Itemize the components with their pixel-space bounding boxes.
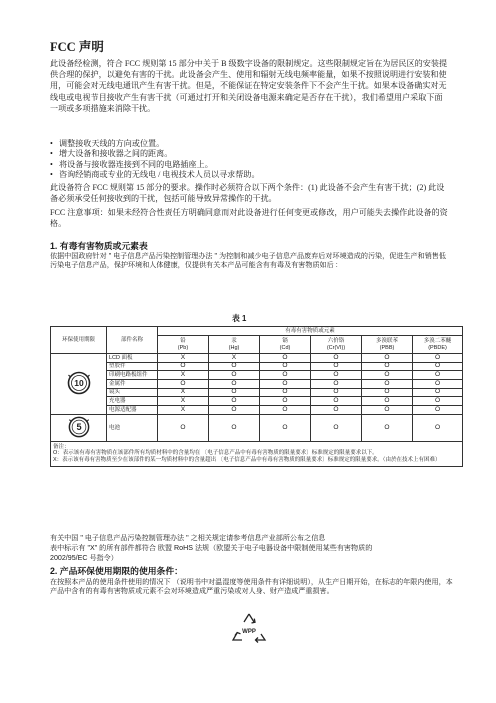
- mark-cell: O: [209, 397, 260, 406]
- substance-header: 多溴二苯醚 (PBDE): [413, 336, 463, 354]
- section2-heading: 2. 产品环保使用期限的使用条件：: [50, 566, 183, 576]
- after-table-line: 有关中国 " 电子信息产品污染控制管理办法 " 之相关规定请参考信息产业部所公布之信息: [50, 534, 326, 542]
- mark-cell: O: [413, 380, 463, 389]
- substance-header: 镉 (Cd): [260, 336, 311, 354]
- mark-cell: O: [362, 371, 413, 380]
- section2-paragraph: 在按照本产品的使用条件使用的情况下 （说明书中对温湿度等使用条件有详细说明），从生产日期开始，在标志的年限内使用，本产品中含有的有毒有害物质或元素不会对环境造成严重污染或对人身、财产造成严重损害。: [50, 578, 453, 596]
- table-notes: [51, 441, 463, 466]
- notes-label: 备注：: [53, 443, 70, 450]
- table-row: [51, 388, 463, 397]
- mark-cell: O: [260, 397, 311, 406]
- mark-cell: O: [413, 388, 463, 397]
- part-name: 塑胶件: [107, 362, 158, 371]
- part-name: 金属件: [107, 380, 158, 389]
- fcc-intro-paragraph: 此设备经检测，符合 FCC 规则第 15 部分中关于 B 级数字设备的限制规定。这些限制规定旨在为居民区的安装提供合理的保护，以避免有害的干扰。此设备会产生、使用和辐射无线电频率能量，如果不按照说明进行安装和使用，可能会对无线电通讯产生有害干扰。但是，不能保证在特定安装条件下不会产生干扰。如果本设备确实对无线电或电视节目接收产生有害干扰（可通过打开和关闭设备电源来确定是否存在干扰），我们希望用户采取下面一项或多项措施来消除干扰。: [50, 59, 448, 113]
- mark-cell: X: [158, 397, 209, 406]
- section1-paragraph: 依据中国政府针对 " 电子信息产品污染控制管理办法 " 为控制和减少电子信息产品废弃后对环境造成的污染，促进生产和销售低污染电子信息产品，保护环境和人体健康，仅提供有关本产品可能含有有毒及有害物质如后 :: [50, 252, 446, 269]
- part-name: LCD 面板: [107, 354, 158, 363]
- table-row: [51, 414, 463, 441]
- mark-cell: O: [413, 362, 463, 371]
- mark-cell: O: [260, 380, 311, 389]
- mark-cell: O: [158, 380, 209, 389]
- after-table-line: 表中标示有 "X" 的所有部件都符合 欧盟 RoHS 法规（欧盟关于电子电器设备中限制使用某些有害物质的: [50, 544, 373, 552]
- mark-cell: O: [260, 362, 311, 371]
- mark-cell: O: [260, 406, 311, 415]
- table-row: [51, 380, 463, 389]
- wpp-text: WPP: [242, 629, 256, 635]
- mark-cell: O: [311, 362, 362, 371]
- substance-header: 多溴联苯 (PBB): [362, 336, 413, 354]
- table-row: [51, 354, 463, 363]
- hazardous-substances-table: [50, 326, 463, 467]
- mark-cell: O: [362, 362, 413, 371]
- mark-cell: O: [260, 371, 311, 380]
- table-notes-row: [51, 441, 463, 466]
- mark-cell: O: [311, 380, 362, 389]
- table-row: [51, 397, 463, 406]
- table-header-row: [51, 327, 463, 336]
- substance-header: 汞 (Hg): [209, 336, 260, 354]
- mark-cell: O: [158, 414, 209, 441]
- epup-5-logo-icon: [68, 416, 90, 438]
- fcc-caution-paragraph: FCC 注意事项：如果未经符合性责任方明确同意而对此设备进行任何变更或修改，用户可能失去操作此设备的资格。: [50, 208, 448, 229]
- measure-item: • 咨询经销商或专业的无线电 / 电视技术人员以寻求帮助。: [50, 170, 450, 180]
- mark-cell: O: [260, 354, 311, 363]
- part-name: 电池: [107, 414, 158, 441]
- mark-cell: O: [209, 406, 260, 415]
- epup-10-logo-icon: [67, 371, 91, 395]
- part-name: 镜头: [107, 388, 158, 397]
- mark-cell: O: [209, 362, 260, 371]
- recycle-logo-icon: [231, 612, 267, 646]
- mark-cell: O: [413, 397, 463, 406]
- header-part: 部件名称: [107, 327, 158, 354]
- mark-cell: O: [209, 388, 260, 397]
- measure-item: • 增大设备和接收器之间的距离。: [50, 149, 450, 159]
- mark-cell: O: [311, 354, 362, 363]
- header-substances-group: 有毒有害物质或元素: [158, 327, 463, 336]
- mark-cell: O: [311, 397, 362, 406]
- mark-cell: X: [158, 388, 209, 397]
- mark-cell: O: [413, 406, 463, 415]
- mark-cell: O: [413, 414, 463, 441]
- substance-header: 铅 (Pb): [158, 336, 209, 354]
- measure-item: • 调整接收天线的方向或位置。: [50, 139, 450, 149]
- mark-cell: O: [260, 414, 311, 441]
- measure-item: • 将设备与接收器连接到不同的电路插座上。: [50, 160, 450, 170]
- interference-measures-list: [50, 139, 450, 180]
- mark-cell: O: [158, 362, 209, 371]
- mark-cell: X: [158, 354, 209, 363]
- part-name: 充电器: [107, 397, 158, 406]
- epup-5-cell: [51, 414, 107, 441]
- mark-cell: X: [158, 371, 209, 380]
- note-o: O：表示该有毒有害物质在该部件所有均质材料中的含量均在 〔电子信息产品中有毒有害物质的限量要求〕标准规定的限量要求以下。: [53, 450, 378, 457]
- table-row: [51, 362, 463, 371]
- part-name: 电源适配器: [107, 406, 158, 415]
- mark-cell: O: [362, 414, 413, 441]
- mark-cell: X: [209, 354, 260, 363]
- mark-cell: O: [311, 406, 362, 415]
- table-row: [51, 406, 463, 415]
- fcc-compliance-paragraph: 此设备符合 FCC 规则第 15 部分的要求。操作时必须符合以下两个条件：(1) 此设备不会产生有害干扰；(2) 此设备必须承受任何接收到的干扰，包括可能导致异常操作的干扰。: [50, 183, 445, 204]
- mark-cell: O: [311, 388, 362, 397]
- after-table-line: 2002/95/EC 号指令）: [50, 554, 118, 562]
- mark-cell: O: [362, 354, 413, 363]
- mark-cell: O: [362, 397, 413, 406]
- section1-heading: 1. 有毒有害物质或元素表: [50, 241, 148, 251]
- table-caption: 表 1: [232, 314, 247, 323]
- mark-cell: O: [209, 371, 260, 380]
- substance-header: 六价铬 (Cr(VI)): [311, 336, 362, 354]
- epup-5-number: 5: [75, 421, 82, 432]
- fcc-title: FCC 声明: [50, 40, 104, 54]
- epup-10-cell: [51, 354, 107, 415]
- mark-cell: O: [209, 380, 260, 389]
- epup-10-number: 10: [73, 377, 84, 388]
- header-period: 环保使用期限: [51, 327, 107, 354]
- wpp-recycle-logo: [231, 612, 267, 646]
- mark-cell: O: [413, 354, 463, 363]
- mark-cell: O: [260, 388, 311, 397]
- mark-cell: X: [158, 406, 209, 415]
- mark-cell: O: [413, 371, 463, 380]
- mark-cell: O: [362, 406, 413, 415]
- mark-cell: O: [311, 414, 362, 441]
- mark-cell: O: [362, 380, 413, 389]
- part-name: 印刷电路板组件: [107, 371, 158, 380]
- table-row: [51, 371, 463, 380]
- mark-cell: O: [209, 414, 260, 441]
- mark-cell: O: [311, 371, 362, 380]
- after-table-text: [50, 533, 455, 563]
- note-x: X：表示该有毒有害物质至少在该部件的某一均质材料中的含量超出 〔电子信息产品中有毒有害物质的限量要求〕标准规定的限量要求。（由於在技术上有困难）: [53, 456, 441, 463]
- mark-cell: O: [362, 388, 413, 397]
